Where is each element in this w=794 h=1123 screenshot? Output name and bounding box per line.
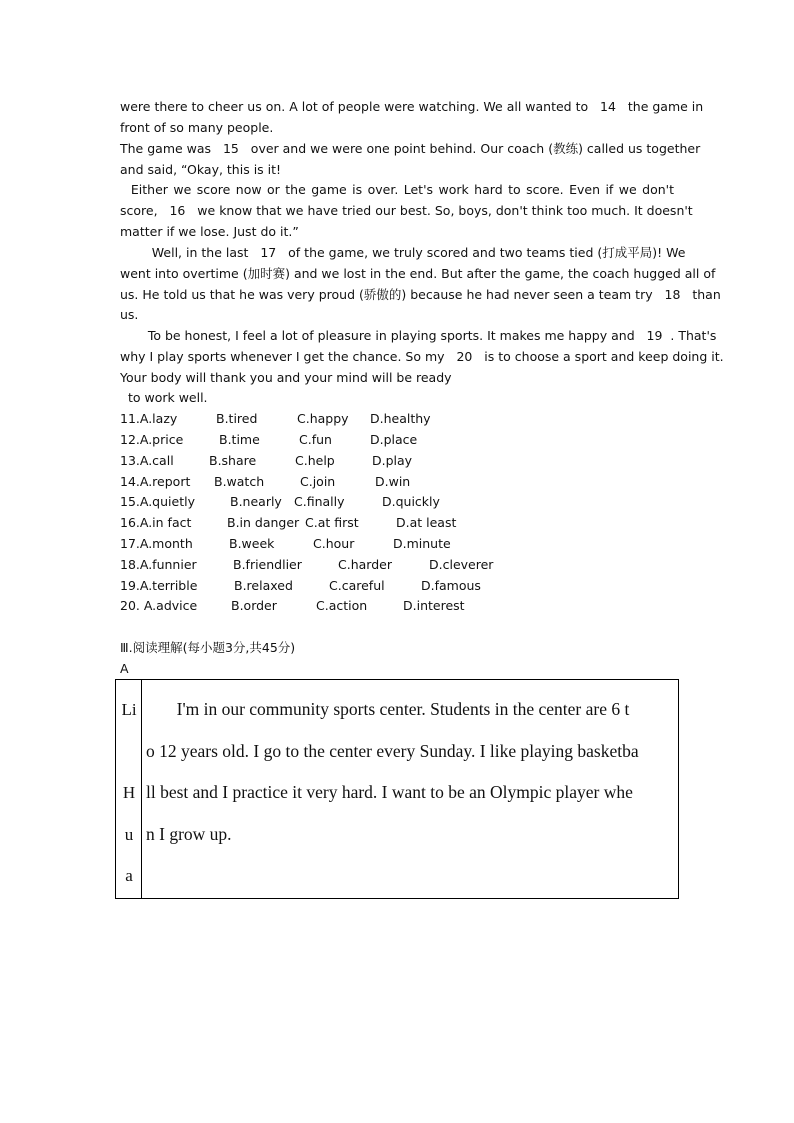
passage-line: why I play sports whenever I get the chance. So my 20 is to choose a sport and keep doing it. [120,349,724,364]
passage-line: and said, “Okay, this is it! [120,162,282,177]
section-subheading: A [120,661,129,676]
section-heading: Ⅲ.阅读理解(每小题3分,共45分) [120,640,296,655]
option-c: C.happy [297,411,349,426]
option-a: 16.A.in fact [120,515,192,530]
option-a: 17.A.month [120,536,193,551]
option-b: B.share [209,453,257,468]
option-d: D.interest [403,598,465,613]
speaker-name-char [118,731,140,773]
passage-line: us. [120,307,139,322]
story-line: n I grow up. [146,823,232,844]
speaker-name-char: u [124,824,134,844]
option-b: B.order [231,598,277,613]
passage-line: front of so many people. [120,120,274,135]
option-b: B.watch [214,474,265,489]
option-d: D.win [375,474,411,489]
option-b: B.relaxed [234,578,293,593]
option-d: D.healthy [370,411,431,426]
option-b: B.in danger [227,515,300,530]
option-c: C.harder [338,557,392,572]
passage-line: To be honest, I feel a lot of pleasure in playing sports. It makes me happy and 19 . That's [120,328,717,343]
passage-line: us. He told us that he was very proud (骄傲的) because he had never seen a team try 18 than [120,287,721,302]
speaker-name-char: H [122,783,136,802]
speaker-name-char: a [125,866,133,885]
option-a: 14.A.report [120,474,191,489]
option-a: 11.A.lazy [120,411,178,426]
option-c: C.join [300,474,336,489]
passage-line: The game was 15 over and we were one point behind. Our coach (教练) called us together [120,141,701,156]
option-d: D.cleverer [429,557,494,572]
story-line: o 12 years old. I go to the center every Sunday. I like playing basketba [146,740,639,761]
story-line: I'm in our community sports center. Students in the center are 6 t [146,699,630,719]
option-b: B.friendlier [233,557,302,572]
option-d: D.quickly [382,494,440,509]
table-divider [141,680,142,898]
option-d: D.place [370,432,418,447]
passage-line: Either we score now or the game is over. Let's work hard to score. Even if we don't [120,182,674,197]
option-c: C.finally [294,494,345,509]
passage-line: Well, in the last 17 of the game, we truly scored and two teams tied (打成平局)! We [120,245,686,260]
passage-line: to work well. [120,390,208,405]
option-b: B.week [229,536,275,551]
option-c: C.at first [305,515,359,530]
passage-line: were there to cheer us on. A lot of people were watching. We all wanted to 14 the game in [120,99,704,114]
speaker-name-cell [118,689,140,897]
option-a: 12.A.price [120,432,184,447]
option-d: D.play [372,453,413,468]
passage-line: matter if we lose. Just do it.” [120,224,299,239]
passage-line: Your body will thank you and your mind will be ready [120,370,452,385]
option-d: D.at least [396,515,457,530]
option-d: D.minute [393,536,451,551]
reading-table [115,679,679,899]
option-d: D.famous [421,578,481,593]
story-line: ll best and I practice it very hard. I want to be an Olympic player whe [146,782,633,802]
option-c: C.hour [313,536,355,551]
option-c: C.action [316,598,368,613]
speaker-name-char: Li [121,700,137,719]
option-c: C.help [295,453,335,468]
option-a: 19.A.terrible [120,578,198,593]
option-a: 20. A.advice [120,598,198,613]
option-b: B.nearly [230,494,282,509]
option-c: C.careful [329,578,385,593]
option-a: 18.A.funnier [120,557,197,572]
option-c: C.fun [299,432,332,447]
option-a: 15.A.quietly [120,494,195,509]
passage-line: score, 16 we know that we have tried our best. So, boys, don't think too much. It doesn't [120,203,693,218]
option-b: B.tired [216,411,258,426]
speaker-text-cell [146,689,674,855]
passage-line: went into overtime (加时赛) and we lost in the end. But after the game, the coach hugged all of [120,266,716,281]
option-a: 13.A.call [120,453,174,468]
option-b: B.time [219,432,260,447]
